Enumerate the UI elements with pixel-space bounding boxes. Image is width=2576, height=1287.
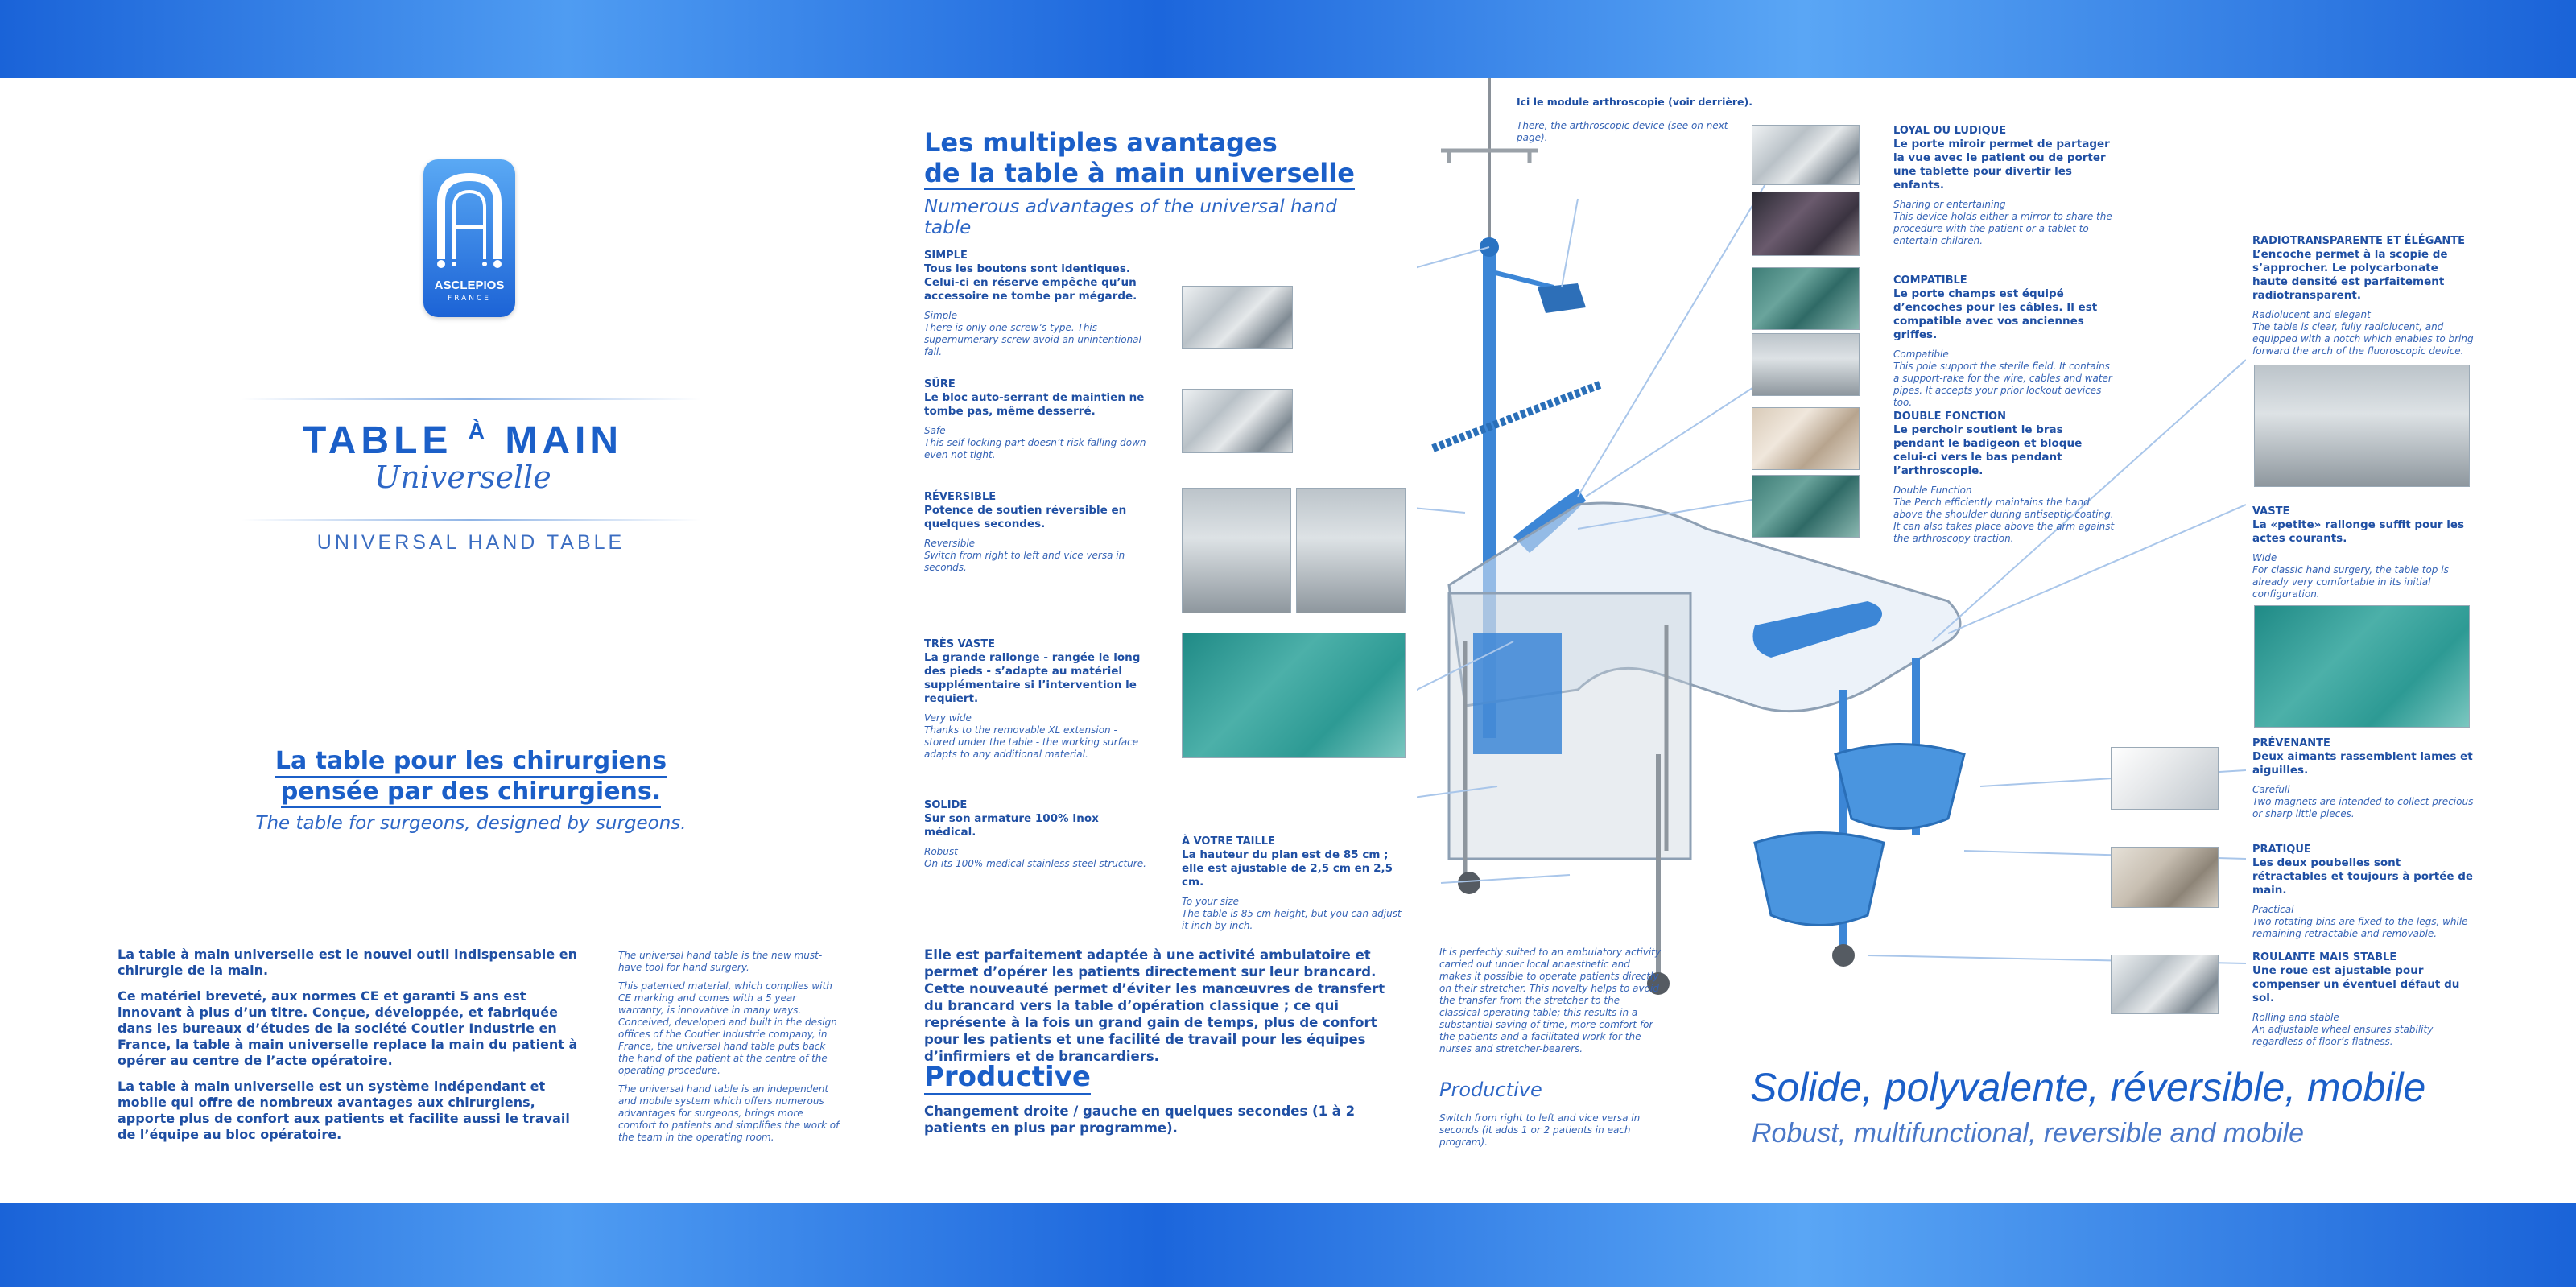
- feature-en: On its 100% medical stainless steel structure.: [924, 858, 1146, 869]
- feature-en-title: Rolling and stable: [2252, 1012, 2339, 1023]
- feature-pratique: [2252, 844, 2475, 940]
- feature-sure: [924, 378, 1148, 461]
- feature-fr: Le porte champs est équipé d’encoches pour les câbles. Il est compatible avec vos anciennes griffes.: [1893, 287, 2098, 341]
- feature-en-title: Reversible: [924, 538, 976, 549]
- ambulatory-fr: Elle est parfaitement adaptée à une activité ambulatoire et permet d’opérer les patients directement sur leur brancard. Cette nouveauté permet d’éviter les manœuvres de transfert du brancard vers la table d’opération classique ; ce qui représente à la fois un grand gain de temps, plus de confort pour les patients et une facilité de travail pour les équipes d’infirmiers et de brancardiers.: [924, 947, 1385, 1064]
- feature-fr: L’encoche permet à la scopie de s’approcher. Le polycarbonate haute densité est parfaitement radiotransparent.: [2252, 248, 2448, 302]
- title-script: Universelle: [374, 460, 551, 495]
- feature-heading: SÛRE: [924, 378, 956, 390]
- logo-underline: [242, 398, 700, 400]
- productive-fr: Changement droite / gauche en quelques secondes (1 à 2 patients en plus par programme).: [924, 1103, 1356, 1136]
- feature-solide: [924, 799, 1148, 870]
- feature-heading: DOUBLE FONCTION: [1893, 410, 2006, 423]
- bin-lower: [1755, 833, 1884, 926]
- title-word-a: À: [468, 419, 489, 443]
- feature-heading: SOLIDE: [924, 799, 968, 811]
- feature-heading: PRATIQUE: [2252, 844, 2311, 856]
- tagline: [242, 747, 700, 834]
- photo-locking-block: [1182, 389, 1293, 453]
- product-title-block: [233, 419, 692, 495]
- bottom-blue-band: [0, 1203, 2576, 1287]
- logo-a-icon: [423, 163, 515, 275]
- feature-fr: Les deux poubelles sont rétractables et toujours à portée de main.: [2252, 856, 2474, 897]
- feature-tres-vaste: [924, 638, 1148, 761]
- photo-pole-support: [1752, 333, 1860, 396]
- wheel-1: [1458, 872, 1480, 894]
- feature-double-fonction: [1893, 410, 2116, 545]
- feature-heading: À VOTRE TAILLE: [1182, 835, 1275, 848]
- intro-fr-p2: Ce matériel breveté, aux normes CE et garanti 5 ans est innovant à plus d’un titre. Conçue, développée, et fabriquée dans les bureaux d’études de la société Coutier Industrie en France, la table à main universelle replace la main du patient à opérer au centre de l’acte opératoire.: [118, 988, 578, 1068]
- productive-title: Productive: [924, 1061, 1091, 1093]
- photo-field-holder: [1752, 267, 1860, 330]
- photo-magnets: [2111, 747, 2219, 810]
- wheel-3: [1832, 944, 1855, 967]
- photo-reversible-left: [1182, 488, 1291, 613]
- feature-en-title: Sharing or entertaining: [1893, 199, 2006, 210]
- brand-name: ASCLEPIOS: [434, 278, 505, 292]
- photo-mirror-holder: [1752, 125, 1860, 185]
- photo-xl-extension: [1182, 633, 1406, 758]
- feature-heading: COMPATIBLE: [1893, 274, 1967, 287]
- productive-en: Switch from right to left and vice versa in seconds (it adds 1 or 2 patients in each program).: [1439, 1112, 1641, 1148]
- tagline-en: The table for surgeons, designed by surgeons.: [255, 813, 687, 834]
- feature-heading: SIMPLE: [924, 250, 968, 262]
- feature-heading: LOYAL OU LUDIQUE: [1893, 125, 2007, 137]
- mirror-plate: [1538, 283, 1586, 313]
- intro-fr-p3: La table à main universelle est un système indépendant et mobile qui offre de nombreux avantages aux chirurgiens, apporte plus de confort aux patients et facilite aussi le travail de l’équipe au bloc opératoire.: [118, 1079, 570, 1142]
- feature-fr: Deux aimants rassemblent lames et aiguilles.: [2252, 750, 2473, 777]
- feature-prevenante: [2252, 737, 2475, 820]
- brand-sub: FRANCE: [448, 295, 491, 303]
- feature-fr: La grande rallonge - rangée le long des pieds - s’adapte au matériel supplémentaire si l’intervention le requiert.: [924, 651, 1141, 705]
- title-word-main: MAIN: [505, 419, 623, 462]
- feature-fr: Sur son armature 100% Inox médical.: [924, 812, 1099, 839]
- slogan-en: Robust, multifunctional, reversible and mobile: [1752, 1118, 2305, 1149]
- ambulatory-en: It is perfectly suited to an ambulatory activity carried out under local anaesthetic and makes it possible to operate patients directly on their stretcher. This novelty helps to avoid the transfer from the stretcher to the classical operating table; this results in a substantial saving of time, more comfort for the patients and a facilitated work for the nurses and stretcher-bearers.: [1439, 947, 1661, 1054]
- feature-heading: RÉVERSIBLE: [924, 491, 997, 503]
- photo-reversible-right: [1296, 488, 1406, 613]
- tagline-fr-2: pensée par des chirurgiens.: [281, 778, 661, 808]
- tagline-fr-1: La table pour les chirurgiens: [275, 747, 667, 778]
- feature-reversible: [924, 491, 1148, 574]
- photo-perch-1: [1752, 407, 1860, 470]
- photo-tablet: [1752, 192, 1860, 256]
- rake: [1433, 384, 1602, 448]
- feature-fr: Tous les boutons sont identiques. Celui-ci en réserve empêche qu’un accessoire ne tombe par mégarde.: [924, 262, 1137, 303]
- advantages-title-2: de la table à main universelle: [924, 158, 1355, 188]
- productive-en-title: Productive: [1439, 1079, 1542, 1101]
- feature-heading: RADIOTRANSPARENTE ET ÉLÉGANTE: [2252, 235, 2466, 247]
- photo-bins: [2111, 847, 2219, 908]
- feature-height: [1182, 835, 1406, 932]
- feature-en-title: Carefull: [2252, 784, 2290, 795]
- feature-simple: [924, 250, 1148, 358]
- feature-roulante: [2252, 951, 2475, 1048]
- feature-en-title: Compatible: [1893, 349, 1949, 360]
- feature-en: The table is 85 cm height, but you can adjust it inch by inch.: [1182, 908, 1402, 931]
- feature-heading: ROULANTE MAIS STABLE: [2252, 951, 2397, 963]
- feature-en: For classic hand surgery, the table top is already very comfortable in its initial configuration.: [2252, 564, 2449, 600]
- feature-en: This device holds either a mirror to share the procedure with the patient or a tablet to entertain children.: [1893, 211, 2112, 246]
- photo-screw: [1182, 286, 1293, 349]
- feature-en: Switch from right to left and vice versa in seconds.: [924, 550, 1125, 573]
- feature-en-title: Radiolucent and elegant: [2252, 309, 2371, 320]
- feature-en: There is only one screw’s type. This supernumerary screw avoid an unintentional fall.: [924, 322, 1141, 357]
- intro-en-p3: The universal hand table is an independent and mobile system which offers numerous advantages for surgeons, brings more comfort to patients and simplifies the work of the team in the operating room.: [618, 1083, 840, 1143]
- photo-radiolucent: [2254, 365, 2470, 487]
- feature-loyal: [1893, 125, 2116, 247]
- feature-en: Two rotating bins are fixed to the legs, while remaining retractable and removable.: [2252, 916, 2468, 939]
- feature-en: The table is clear, fully radiolucent, and equipped with a notch which enables to bring forward the arch of the fluoroscopic device.: [2252, 321, 2474, 357]
- feature-fr: Le porte miroir permet de partager la vue avec le patient ou de porter une tablette pour divertir les enfants.: [1893, 138, 2110, 192]
- feature-fr: Potence de soutien réversible en quelques secondes.: [924, 504, 1127, 530]
- feature-en-title: Practical: [2252, 904, 2294, 915]
- intro-en: [618, 950, 840, 1144]
- feature-en: An adjustable wheel ensures stability regardless of floor’s flatness.: [2252, 1024, 2434, 1047]
- feature-vaste: [2252, 505, 2475, 600]
- intro-en-p1: The universal hand table is the new must-have tool for hand surgery.: [618, 950, 823, 973]
- photo-wheel: [2111, 955, 2219, 1014]
- feature-en-title: To your size: [1182, 896, 1240, 907]
- title-word-table: TABLE: [303, 419, 453, 462]
- title-en: UNIVERSAL HAND TABLE: [316, 531, 625, 554]
- intro-fr: [118, 947, 584, 1143]
- feature-en-title: Wide: [2252, 552, 2277, 563]
- mirror-arm: [1489, 271, 1554, 287]
- feature-en-title: Double Function: [1893, 485, 1972, 496]
- arthro-fr: Ici le module arthroscopie (voir derrière).: [1517, 96, 1752, 108]
- feature-heading: TRÈS VASTE: [924, 638, 995, 650]
- feature-en-title: Safe: [924, 425, 946, 436]
- advantages-title-1: Les multiples avantages: [924, 127, 1278, 158]
- photo-surgery: [2254, 605, 2470, 728]
- feature-heading: PRÉVENANTE: [2252, 737, 2330, 749]
- bin-upper: [1835, 745, 1964, 829]
- title-divider: [242, 519, 700, 521]
- feature-en-title: Very wide: [924, 712, 972, 724]
- feature-en: Two magnets are intended to collect precious or sharp little pieces.: [2252, 796, 2474, 819]
- feature-fr: La hauteur du plan est de 85 cm ; elle est ajustable de 2,5 cm en 2,5 cm.: [1182, 848, 1393, 889]
- feature-fr: Une roue est ajustable pour compenser un éventuel défaut du sol.: [2252, 964, 2460, 1004]
- feature-en-title: Robust: [924, 846, 958, 857]
- feature-radiotransparente: [2252, 235, 2475, 357]
- feature-fr: Le perchoir soutient le bras pendant le badigeon et bloque celui-ci vers le bas pendant l’arthroscopie.: [1893, 423, 2083, 477]
- feature-en: Thanks to the removable XL extension - stored under the table - the working surface adapts to any additional material.: [924, 724, 1139, 760]
- feature-en: This self-locking part doesn’t risk falling down even not tight.: [924, 437, 1146, 460]
- advantages-heading: [924, 127, 1375, 238]
- feature-fr: Le bloc auto-serrant de maintien ne tombe pas, même desserré.: [924, 391, 1145, 418]
- intro-fr-p1: La table à main universelle est le nouvel outil indispensable en chirurgie de la main.: [118, 947, 577, 978]
- feature-heading: VASTE: [2252, 505, 2290, 518]
- top-blue-band: [0, 0, 2576, 78]
- feature-en: This pole support the sterile field. It contains a support-rake for the wire, cables and water pipes. It accepts your prior lockout devices too.: [1893, 361, 2112, 408]
- advantages-subtitle: Numerous advantages of the universal hand table: [924, 196, 1337, 238]
- feature-en-title: Simple: [924, 310, 957, 321]
- slogan-fr: Solide, polyvalente, réversible, mobile: [1750, 1065, 2426, 1110]
- frame-panel: [1473, 633, 1562, 754]
- intro-en-p2: This patented material, which complies with CE marking and comes with a 5 year warranty, is innovative in many ways. Conceived, developed and built in the design offices of the Coutier Industrie company, in France, the universal hand table puts back the hand of the patient at the centre of the operating procedure.: [618, 980, 837, 1076]
- feature-fr: La «petite» rallonge suffit pour les actes courants.: [2252, 518, 2465, 545]
- brand-logo: [423, 159, 515, 317]
- feature-compatible: [1893, 274, 2116, 409]
- feature-en: The Perch efficiently maintains the hand above the shoulder during antiseptic coating. It can also takes place above the arm against the arthroscopy traction.: [1893, 497, 2115, 544]
- arthro-en: There, the arthroscopic device (see on next page).: [1517, 120, 1728, 143]
- photo-perch-2: [1752, 475, 1860, 538]
